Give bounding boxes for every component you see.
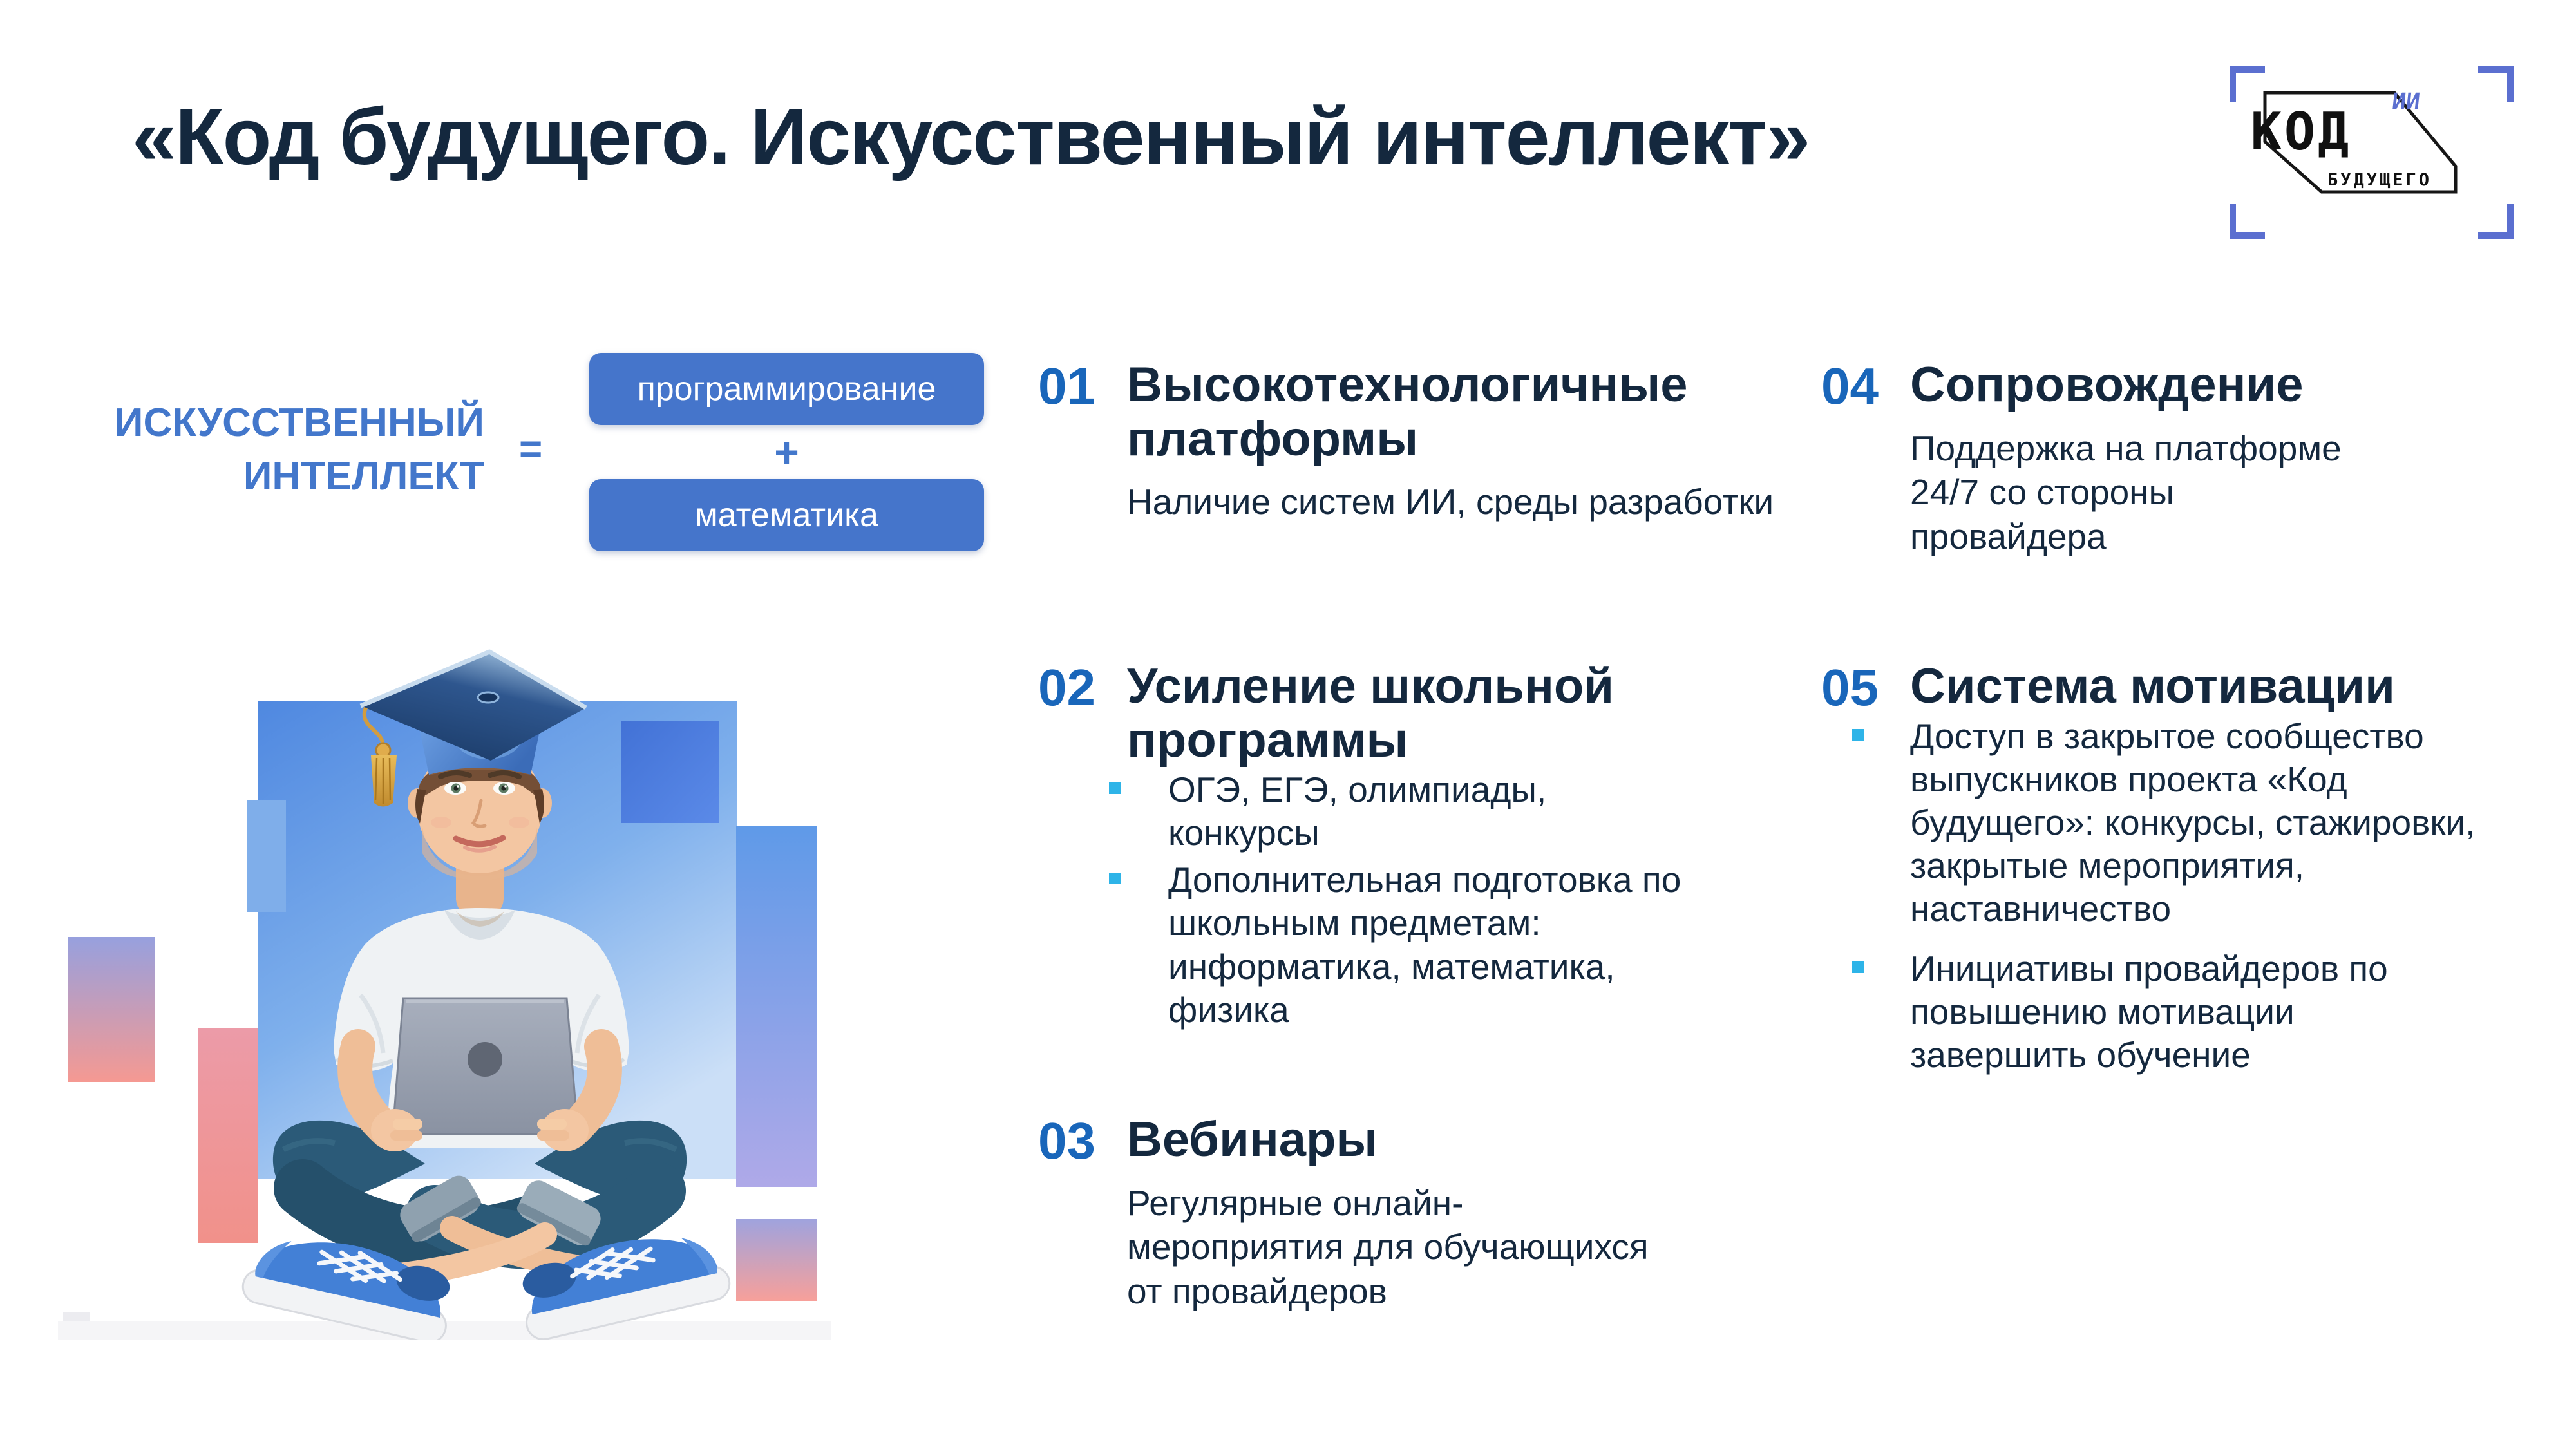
formula-terms (589, 353, 984, 551)
logo-main-text: КОД (2250, 102, 2352, 162)
item-01 (1038, 358, 1797, 524)
term-chip-programming: программирование (589, 353, 984, 425)
item-number: 03 (1038, 1112, 1095, 1170)
item-number: 04 (1821, 357, 1879, 415)
item-title: Вебинары (1127, 1112, 1378, 1167)
ai-label-line2: ИНТЕЛЛЕКТ (243, 454, 484, 499)
bullet-list (1127, 768, 1797, 1032)
bullet-item (1127, 768, 1703, 855)
item-body: Регулярные онлайн-мероприятия для обучающихся от провайдеров (1127, 1182, 1649, 1312)
item-number: 02 (1038, 659, 1095, 716)
term-chip-math: математика (589, 479, 984, 551)
ai-label (109, 396, 484, 503)
item-05 (1821, 659, 2477, 1077)
item-02 (1038, 659, 1797, 1032)
bullet-text: ОГЭ, ЕГЭ, олимпиады, конкурсы (1168, 770, 1547, 853)
logo-ai-badge: ИИ (2391, 88, 2421, 115)
logo-sub-text: БУДУЩЕГО (2327, 170, 2432, 190)
item-title: Сопровождение (1910, 357, 2304, 412)
plus-sign: + (774, 428, 799, 476)
bullet-item (1127, 858, 1703, 1031)
bullet-text: Инициативы провайдеров по повышению мотивации завершить обучение (1910, 949, 2388, 1075)
bullet-square-icon (1852, 961, 1864, 973)
item-number: 01 (1038, 357, 1095, 415)
bullet-text: Доступ в закрытое сообщество выпускников проекта «Код будущего»: конкурсы, стажировки, закрытые мероприятия, наставничество (1910, 715, 2476, 929)
logo-mark (2225, 59, 2518, 246)
bullet-square-icon (1109, 873, 1121, 884)
item-title: Высокотехнологичные платформы (1127, 357, 1688, 466)
bullet-list (1910, 715, 2477, 1077)
item-04 (1821, 358, 2361, 559)
item-03 (1038, 1113, 1668, 1314)
bullet-item (1910, 947, 2477, 1077)
laptop-icon (393, 998, 577, 1134)
item-title: Система мотивации (1910, 659, 2395, 714)
bullet-square-icon (1109, 782, 1121, 794)
item-number: 05 (1821, 659, 1879, 716)
bullet-item (1910, 715, 2477, 931)
page-title: «Код будущего. Искусственный интеллект» (132, 93, 1810, 182)
item-body: Наличие систем ИИ, среды разработки (1127, 482, 1774, 522)
student-illustration (58, 634, 831, 1340)
equals-sign: = (519, 427, 543, 471)
bullet-text: Дополнительная подготовка по школьным предметам: информатика, математика, физика (1168, 860, 1681, 1030)
ai-label-line1: ИСКУССТВЕННЫЙ (114, 401, 484, 445)
item-body: Поддержка на платформе 24/7 со стороны провайдера (1910, 428, 2342, 557)
bullet-square-icon (1852, 729, 1864, 741)
item-title: Усиление школьной программы (1127, 659, 1614, 768)
